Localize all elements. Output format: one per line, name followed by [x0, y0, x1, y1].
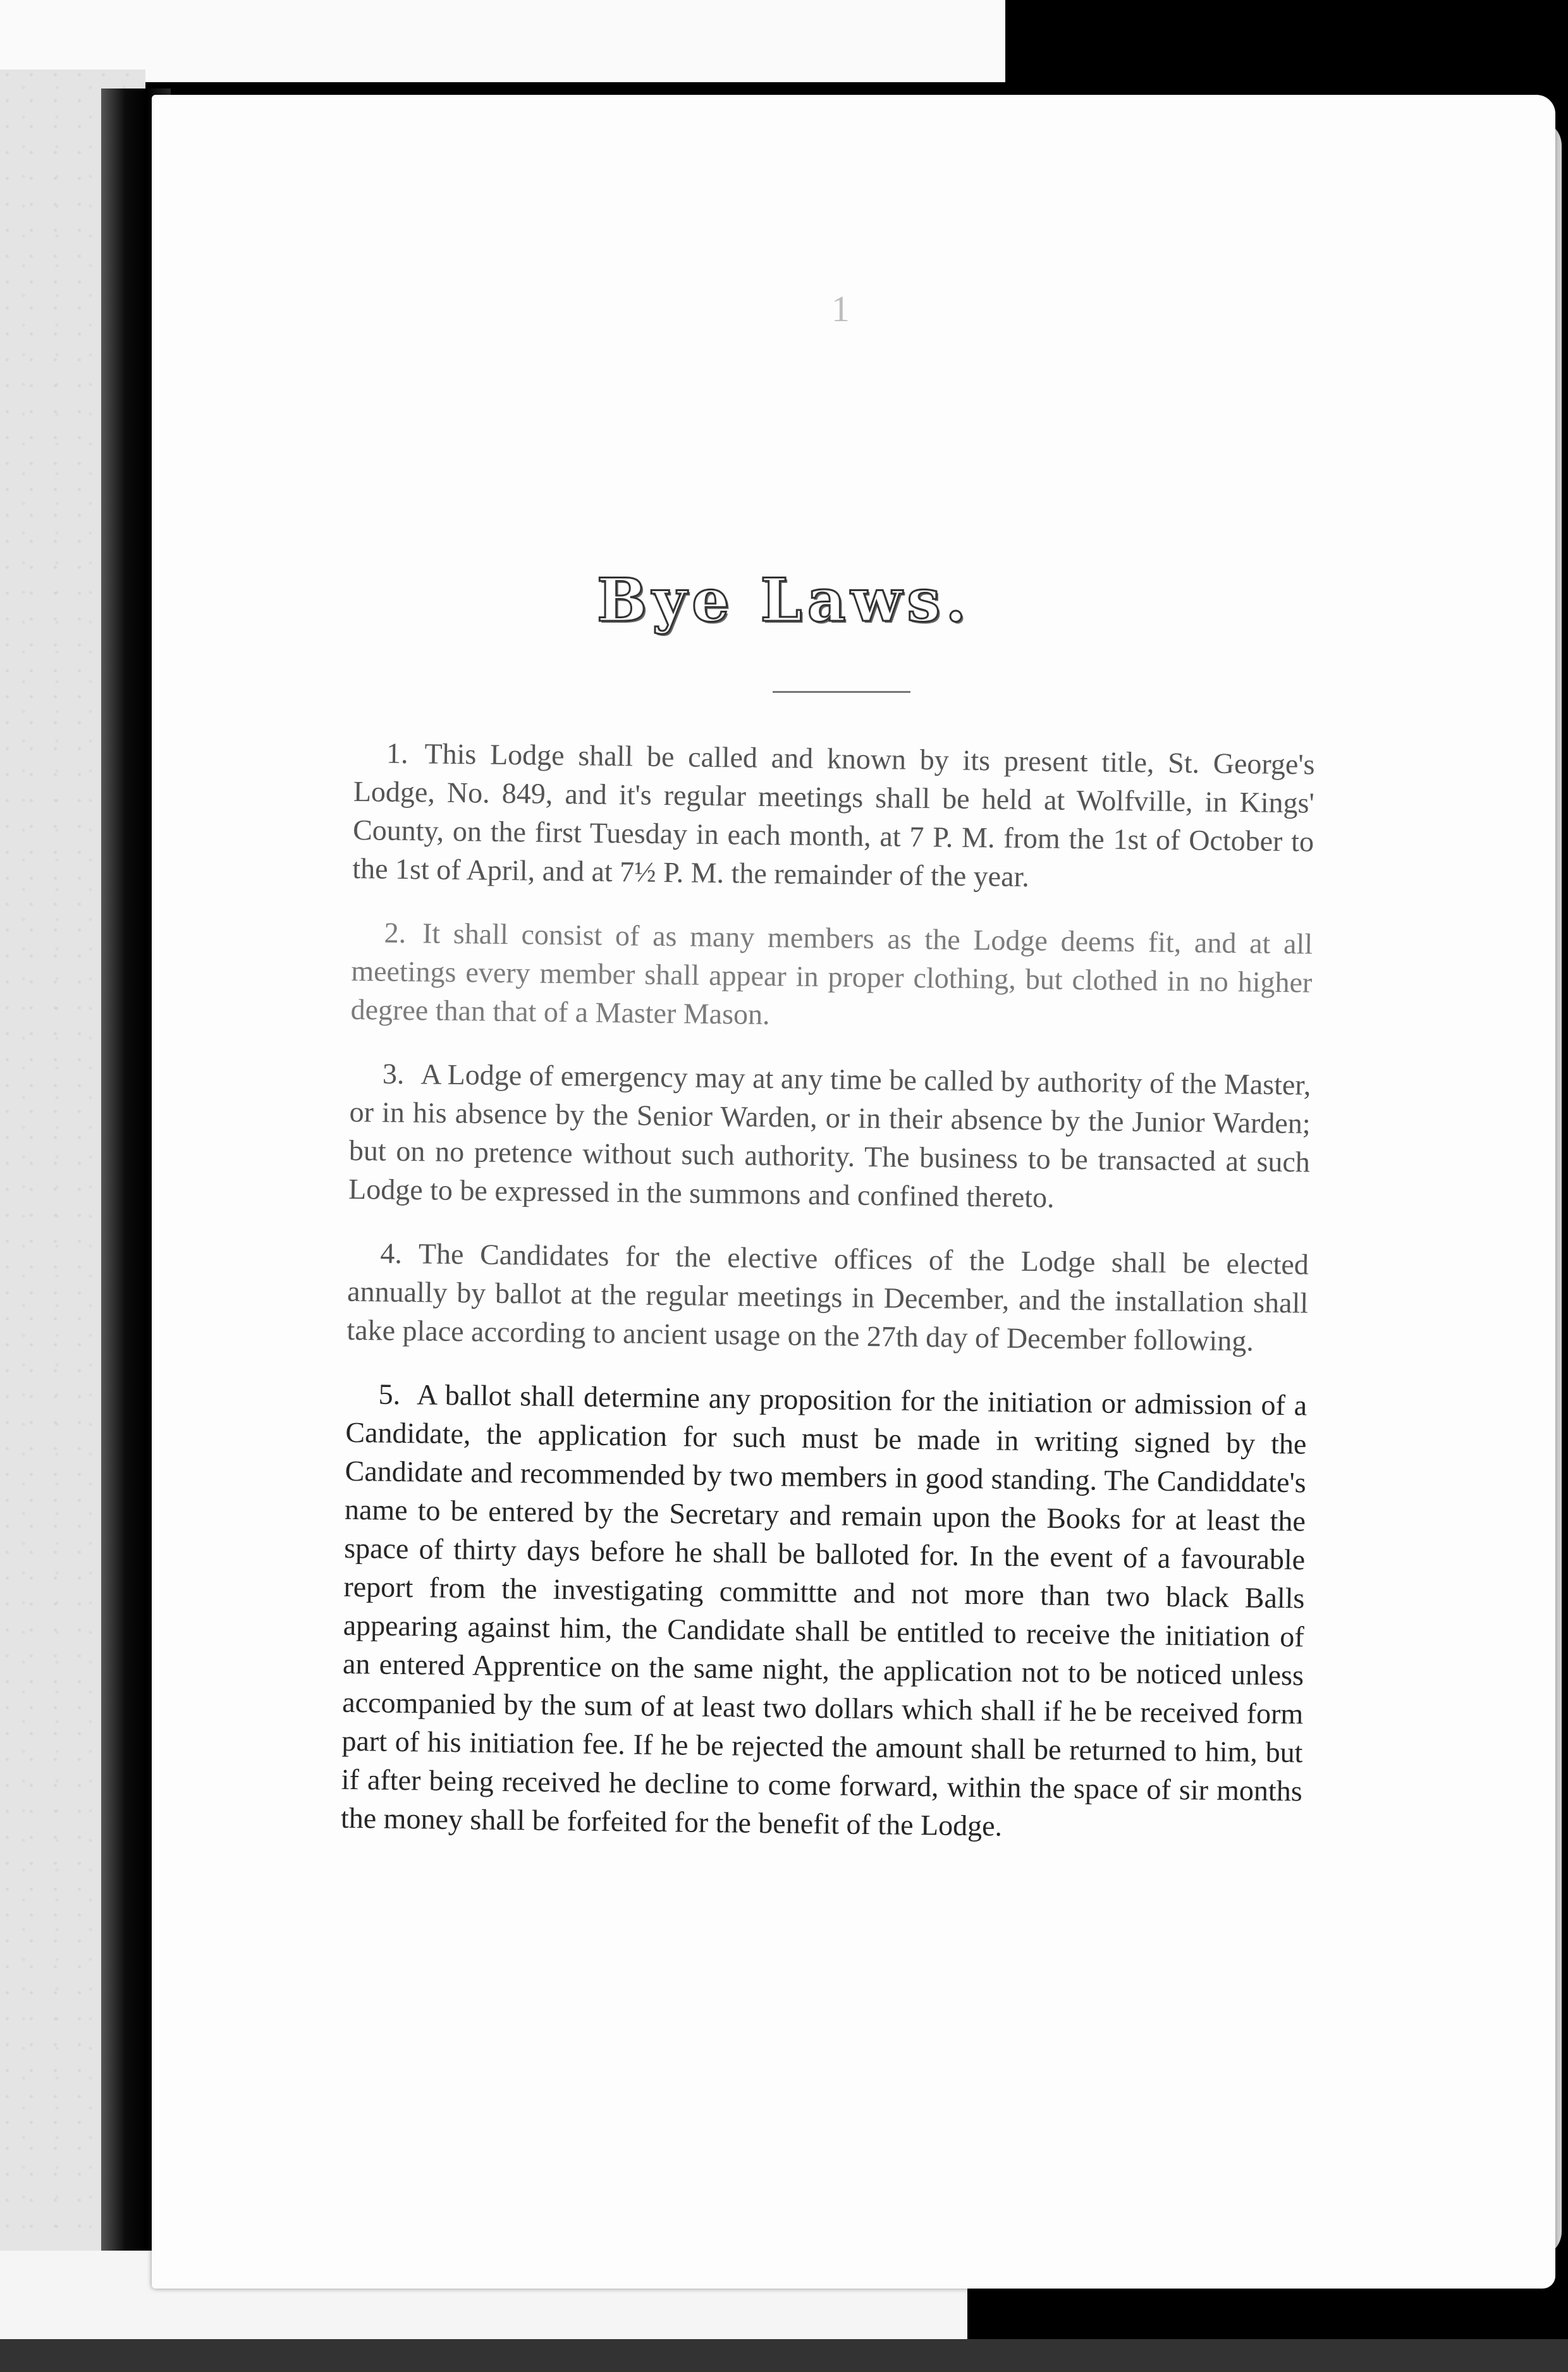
bye-law-text: The Candidates for the elective offices of the Lodge shall be elected annually by ballot at the regular meetings in December, and the installation shall take place according to ancient usage on the 27th day of December following. [346, 1237, 1309, 1357]
scan-top-margin [0, 0, 1005, 82]
scan-bottom-border [0, 2339, 1568, 2372]
bye-law-number: 4. [380, 1237, 403, 1269]
bye-law-2 [350, 913, 1313, 1041]
bye-laws-list [340, 733, 1315, 1874]
bye-law-text: This Lodge shall be called and known by its present title, St. George's Lodge, No. 849, and it's regular meetings shall be held at Wolfville, in Kings' County, on the first Tuesday in each month, at 7 P. M. from the 1st of October to the 1st of April, and at 7½ P. M. the remainder of the year. [352, 737, 1315, 893]
bye-law-text: A Lodge of emergency may at any time be called by authority of the Master, or in his absence by the Senior Warden, or in their absence by the Junior Warden; but on no pretence without such authority. The business to be transacted at such Lodge to be expressed in the summons and confined thereto. [348, 1058, 1311, 1214]
bye-law-3 [348, 1054, 1311, 1220]
bye-law-number: 5. [378, 1378, 401, 1410]
bye-law-number: 1. [386, 737, 408, 770]
bye-law-1 [352, 733, 1315, 900]
bye-law-text: A ballot shall determine any proposition for the initiation or admission of a Candidate, the application for such must be made in writing signed by the Candidate and recommended by two members in good standing. The Candiddate's name to be entered by the Secretary and remain upon the Books for at least the space of thirty days before he shall be balloted for. In the event of a favourable report from the investigating committte and not more than two black Balls appearing against him, the Candidate shall be entitled to receive the initiation of an entered Apprentice on the same night, the application not to be noticed unless accompanied by the sum of at least two dollars which shall if he be received form part of his initiation fee. If he be rejected the amount shall be returned to him, but if after being received he decline to come forward, within the space of sir months the money shall be forfeited for the benefit of the Lodge. [340, 1378, 1308, 1842]
page-number: 1 [831, 288, 850, 329]
bye-law-number: 2. [384, 916, 407, 950]
bye-law-number: 3. [382, 1057, 405, 1091]
page-title: Bye Laws. [596, 566, 972, 635]
bye-law-5 [341, 1374, 1308, 1849]
bye-law-text: It shall consist of as many members as the Lodge deems fit, and at all meetings every member shall appear in proper clothing, but clothed in no higher degree than that of a Master Mason. [350, 917, 1313, 1031]
title-divider [773, 691, 910, 693]
bye-law-4 [346, 1233, 1309, 1361]
